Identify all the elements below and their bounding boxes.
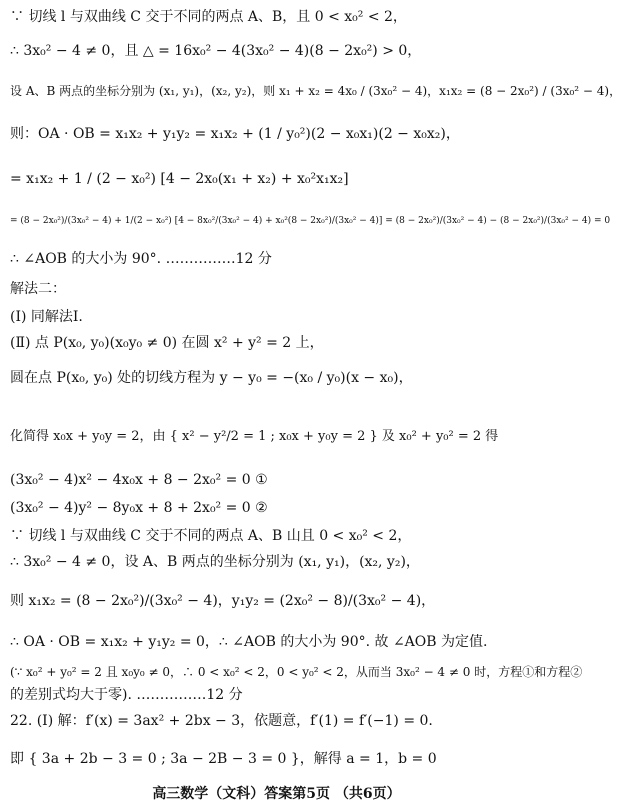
text-line-10: (Ⅱ) 点 P(x₀, y₀)(x₀y₀ ≠ 0) 在圆 x² + y² = 2 上， bbox=[10, 335, 324, 351]
text-line-1: ∵ 切线 l 与双曲线 C 交于不同的两点 A、B，且 0 < x₀² < 2， bbox=[10, 9, 407, 25]
page-footer: 高三数学（文科）答案第5页 （共6页） bbox=[152, 786, 401, 802]
text-line-13: (3x₀² − 4)x² − 4x₀x + 8 − 2x₀² = 0 ① bbox=[10, 472, 268, 488]
text-line-11: 圆在点 P(x₀, y₀) 处的切线方程为 y − y₀ = −(x₀ / y₀)(x − x₀)， bbox=[10, 370, 413, 386]
text-line-6: = (8 − 2x₀²)/(3x₀² − 4) + 1/(2 − x₀²) [4 − 8x₀²/(3x₀² − 4) + x₀²(8 − 2x₀²)/(3x₀² − 4)] = (8 − 2x₀²)/(3x₀² − 4) − (8 − 2x₀²)/(3x₀² − 4) = 0 bbox=[10, 216, 611, 226]
text-line-4: 则：OA · OB = x₁x₂ + y₁y₂ = x₁x₂ + (1 / y₀²)(2 − x₀x₁)(2 − x₀x₂)， bbox=[10, 126, 460, 142]
text-line-14: (3x₀² − 4)y² − 8y₀x + 8 + 2x₀² = 0 ② bbox=[10, 500, 268, 516]
text-line-12: 化简得 x₀x + y₀y = 2，由 { x² − y²/2 = 1 ; x₀x + y₀y = 2 } 及 x₀² + y₀² = 2 得 bbox=[10, 429, 499, 444]
text-line-18: ∴ OA · OB = x₁x₂ + y₁y₂ = 0，∴ ∠AOB 的大小为 90°. 故 ∠AOB 为定值. bbox=[10, 634, 488, 650]
text-line-17: 则 x₁x₂ = (8 − 2x₀²)/(3x₀² − 4)，y₁y₂ = (2x₀² − 8)/(3x₀² − 4)， bbox=[10, 593, 436, 609]
text-line-2: ∴ 3x₀² − 4 ≠ 0，且 △ = 16x₀² − 4(3x₀² − 4)(8 − 2x₀²) > 0， bbox=[10, 43, 422, 59]
text-line-22: 即 { 3a + 2b − 3 = 0 ; 3a − 2B − 3 = 0 }，解得 a = 1，b = 0 bbox=[10, 751, 437, 767]
text-line-21: 22. (Ⅰ) 解：f′(x) = 3ax² + 2bx − 3，依题意，f′(1) = f′(−1) = 0. bbox=[10, 713, 433, 729]
text-line-5: = x₁x₂ + 1 / (2 − x₀²) [4 − 2x₀(x₁ + x₂) + x₀²x₁x₂] bbox=[10, 171, 349, 187]
text-line-9: (Ⅰ) 同解法Ⅰ. bbox=[10, 309, 83, 325]
text-line-20: 的差别式均大于零). ……………12 分 bbox=[10, 687, 243, 703]
text-line-15: ∵ 切线 l 与双曲线 C 交于不同的两点 A、B 山且 0 < x₀² < 2， bbox=[10, 528, 412, 544]
text-line-7: ∴ ∠AOB 的大小为 90°. ……………12 分 bbox=[10, 251, 272, 267]
text-line-16: ∴ 3x₀² − 4 ≠ 0，设 A、B 两点的坐标分别为 (x₁, y₁)，(x₂, y₂)， bbox=[10, 554, 420, 570]
text-line-8: 解法二： bbox=[10, 281, 66, 297]
text-line-19: (∵ x₀² + y₀² = 2 且 x₀y₀ ≠ 0，∴ 0 < x₀² < 2，0 < y₀² < 2，从而当 3x₀² − 4 ≠ 0 时，方程①和方程② bbox=[10, 665, 583, 679]
text-line-3: 设 A、B 两点的坐标分别为 (x₁, y₁)，(x₂, y₂)，则 x₁ + x₂ = 4x₀ / (3x₀² − 4)，x₁x₂ = (8 − 2x₀²) / (3x₀² − 4)， bbox=[10, 84, 621, 98]
